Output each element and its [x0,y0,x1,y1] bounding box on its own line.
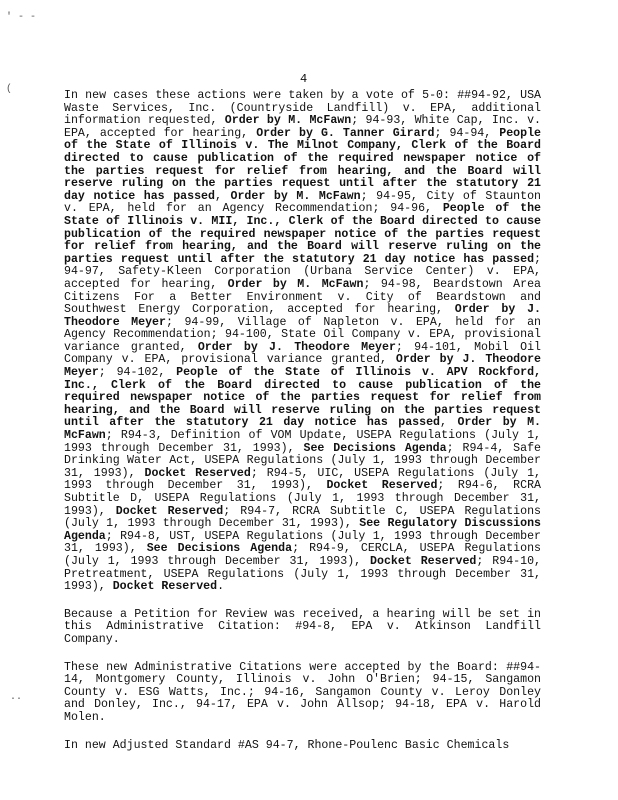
bold-text-run: See Regulatory Discussions Agenda [64,517,541,543]
scan-speck: ( [6,84,13,95]
text-run: ; 94-102, [98,366,177,380]
bold-text-run: Docket Reserved [370,554,477,568]
text-run: . [217,580,225,594]
text-run: ; R94-8, UST, USEPA Regulations (July 1, 1993 through December 31, 1993), [64,529,541,556]
text-run: ; R94-10, Pretreatment, USEPA Regulations (July 1, 1993 through December 31, 1993), [64,554,541,594]
bold-text-run: Order by G. Tanner Girard [256,126,435,140]
text-run: ; 94-94, [434,126,500,140]
bold-text-run: Order by J. Theodore Meyer [197,340,396,354]
bold-text-run: Order by M. McFawn [224,114,352,128]
bold-text-run: See Decisions Agenda [146,542,293,556]
bold-text-run: Order by M. McFawn [64,416,541,443]
text-run: These new Administrative Citations were accepted by the Board: ##94-14, Montgomery County, Illinois v. John O'Brien; 94-15, Sangamon County v. ESG Watts, Inc.; 94-16, Sangamon County v. Leroy Donley and Donley, Inc., 94-17, EPA v. John Allsop; 94-18, EPA v. Harold Molen. [64,660,541,724]
text-run: In new Adjusted Standard #AS 94-7, Rhone-Poulenc Basic Chemicals [64,738,510,752]
text-run: Because a Petition for Review was received, a hearing will be set in this Administrative Citation: #94-8, EPA v. Atkinson Landfill Company. [64,607,541,646]
text-run: ; 94-101, Mobil Oil Company v. EPA, provisional variance granted, [64,340,541,367]
text-run: ; 94-98, Beardstown Area Citizens For a Better Environment v. City of Beardstown and Southwest Energy Corporation, accepted for hearing, [64,277,542,317]
text-run: ; 94-97, Safety-Kleen Corporation (Urbana Service Center) v. EPA, accepted for hearing, [64,252,541,291]
text-run: ; R94-4, Safe Drinking Water Act, USEPA Regulations (July 1, 1993 through December 31, 1993), [64,441,541,480]
text-run: ; R94-7, RCRA Subtitle C, USEPA Regulations (July 1, 1993 through December 31, 1993), [64,504,541,531]
bold-text-run: Docket Reserved [115,504,224,518]
scan-speck: ' - - [6,12,37,23]
text-run: ; R94-9, CERCLA, USEPA Regulations (July 1, 1993 through December 31, 1993), [64,542,541,568]
text-run: ; 94-99, Village of Napleton v. EPA, held for an Agency Recommendation; 94-100, State Oil Company v. EPA, provisional variance granted, [64,315,541,354]
bold-text-run: Order by M. McFawn [230,189,361,203]
bold-text-run: Order by M. McFawn [227,277,364,291]
adjusted-standard-paragraph [64,740,541,753]
bold-text-run: Order by J. Theodore Meyer [64,303,541,329]
bold-text-run: Docket Reserved [326,479,438,493]
citations-paragraph [64,662,541,725]
bold-text-run: People of the State of Illinois v. The Milnot Company, Clerk of the Board directed to cause publication of the required newspaper notice of the parties request for relief from hearing, and the Board will reserve ruling on the parties request until after the statutory 21 day notice has passed [64,126,542,203]
text-run: ; R94-3, Definition of VOM Update, USEPA Regulations (July 1, 1993 through December 31, 1993), [64,429,541,455]
cases-paragraph [64,90,541,594]
text-run: ; 94-95, City of Staunton v. EPA, held for an Agency Recommendation; 94-96, [64,189,542,216]
bold-text-run: Order by J. Theodore Meyer [64,353,541,380]
bold-text-run: People of the State of Illinois v. MII, Inc., Clerk of the Board directed to cause publication of the required newspaper notice of the parties request for relief from hearing, and the Board will reserve ruling on the parties request until after the statutory 21 day notice has passed [64,202,541,266]
bold-text-run: Docket Reserved [144,466,251,480]
text-run: ; 94-93, White Cap, Inc. v. EPA, accepted for hearing, [64,114,541,140]
scan-speck: .. [10,692,23,703]
page-number: 4 [300,72,308,86]
text-run: ; R94-5, UIC, USEPA Regulations (July 1, 1993 through December 31, 1993), [64,466,542,493]
text-run: , [214,189,231,203]
text-run: ; R94-6, RCRA Subtitle D, USEPA Regulations (July 1, 1993 through December 31, 1993), [64,479,541,518]
bold-text-run: Docket Reserved [112,580,218,594]
document-body [64,90,541,767]
text-run: In new cases these actions were taken by a vote of 5-0: ##94-92, USA Waste Services, Inc. (Countryside Landfill) v. EPA, additional information requested, [64,89,541,128]
bold-text-run: People of the State of Illinois v. APV Rockford, Inc., Clerk of the Board directed to cause publication of the required newspaper notice of the parties request for relief from hearing, and the Board will reserve ruling on the parties request until after the statutory 21 day notice has passed [64,366,541,430]
petition-paragraph [64,609,541,647]
bold-text-run: See Decisions Agenda [303,441,447,455]
text-run: , [440,416,458,430]
